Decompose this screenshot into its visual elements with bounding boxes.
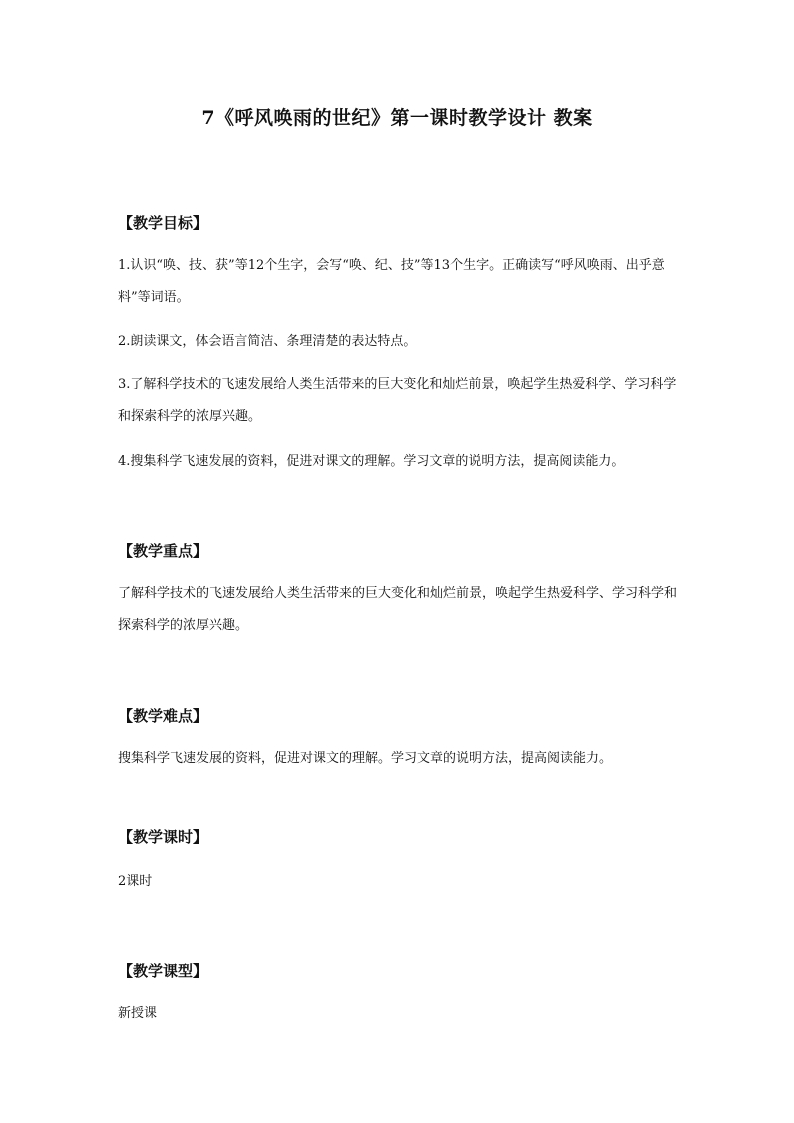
section-heading-difficulties: 【教学难点】 [118, 707, 209, 725]
section-heading-hours: 【教学课时】 [118, 828, 209, 846]
objective-item-3: 3.了解科学技术的飞速发展给人类生活带来的巨大变化和灿烂前景，唤起学生热爱科学、学习科学和探索科学的浓厚兴趣。 [118, 377, 677, 424]
difficulties-text: 搜集科学飞速发展的资料，促进对课文的理解。学习文章的说明方法，提高阅读能力。 [118, 751, 613, 766]
hours-text: 2课时 [118, 874, 153, 889]
document-title: 7《呼风唤雨的世纪》第一课时教学设计 教案 [201, 107, 593, 129]
objective-item-1: 1.认识“唤、技、获”等12个生字，会写“唤、纪、技”等13个生字。正确读写“呼风唤雨、出乎意料”等词语。 [118, 258, 665, 305]
section-heading-key-points: 【教学重点】 [118, 542, 209, 560]
section-heading-lesson-type: 【教学课型】 [118, 962, 209, 980]
section-heading-objectives: 【教学目标】 [118, 214, 209, 232]
key-points-text: 了解科学技术的飞速发展给人类生活带来的巨大变化和灿烂前景，唤起学生热爱科学、学习科学和探索科学的浓厚兴趣。 [118, 586, 678, 633]
objective-item-4: 4.搜集科学飞速发展的资料，促进对课文的理解。学习文章的说明方法，提高阅读能力。 [118, 454, 625, 469]
objective-item-2: 2.朗读课文，体会语言简洁、条理清楚的表达特点。 [118, 334, 417, 349]
lesson-type-text: 新授课 [118, 1006, 158, 1021]
